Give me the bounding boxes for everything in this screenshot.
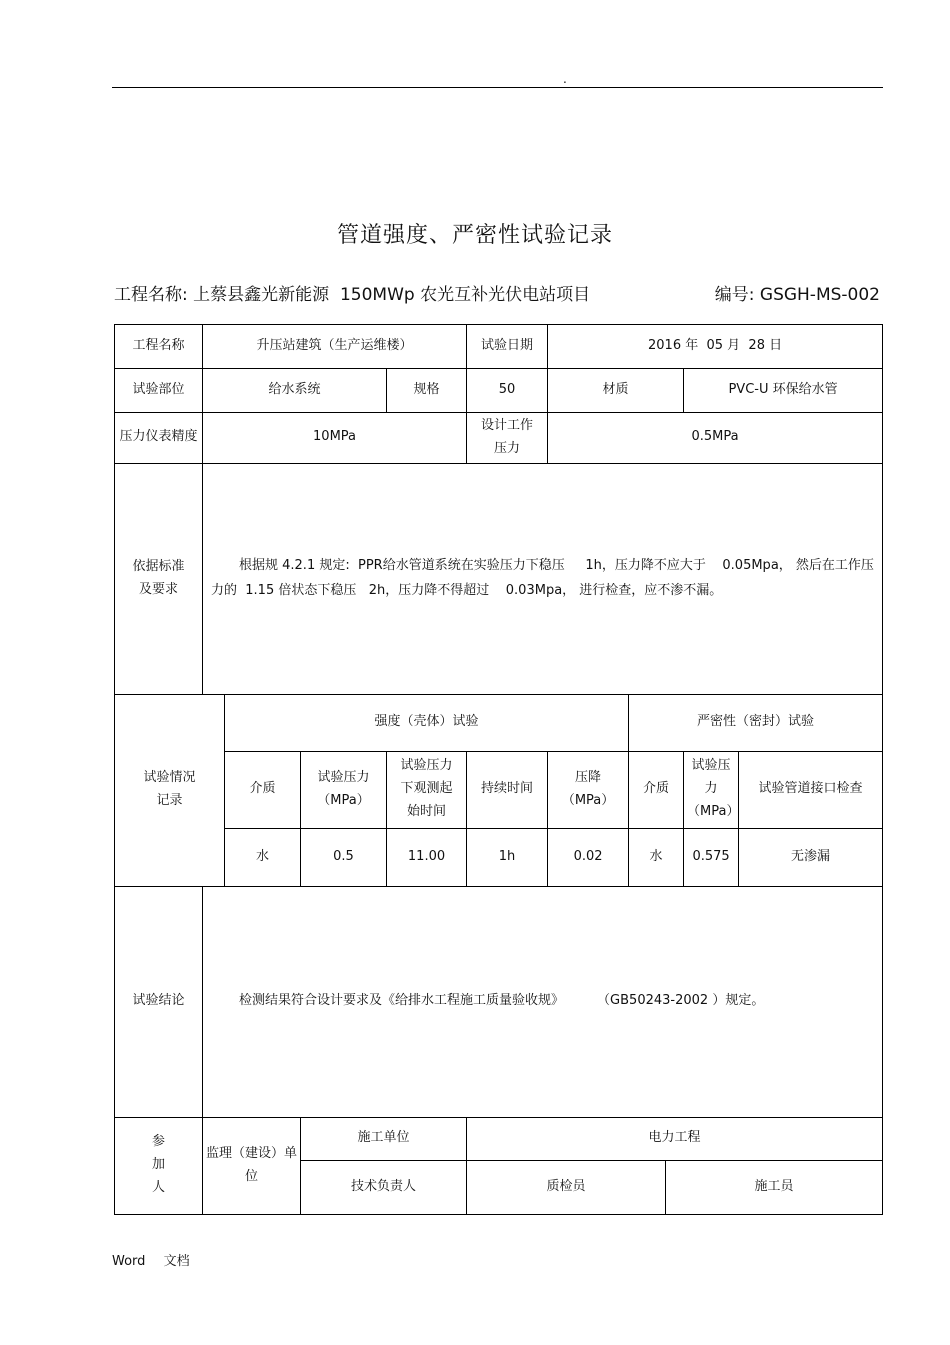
participants-label-3: 人 bbox=[151, 1179, 165, 1195]
conclusion-text: 检测结果符合设计要求及《给排水工程施工质量验收规》 （GB50243-2002 ）规定。 bbox=[239, 993, 765, 1009]
val-pressure-drop: 0.02 bbox=[548, 828, 629, 886]
cell-part-label: 试验部位 bbox=[115, 369, 203, 413]
col-test-pressure-line2: （MPa） bbox=[317, 792, 370, 808]
col-tp-line2: 力 bbox=[704, 781, 718, 797]
val-joint-check: 无渗漏 bbox=[739, 828, 883, 886]
cell-date-value: 2016 年 05 月 28 日 bbox=[548, 325, 883, 369]
col-test-pressure bbox=[301, 751, 387, 828]
cell-tightness-header: 严密性（密封）试验 bbox=[629, 694, 883, 751]
col-start-line3: 始时间 bbox=[407, 803, 447, 819]
header-rule bbox=[112, 87, 883, 88]
footer-word: Word bbox=[112, 1254, 146, 1269]
basis-label-line1: 依据标准 bbox=[132, 558, 185, 574]
participants-label-1: 参 bbox=[151, 1134, 165, 1150]
row-conclusion bbox=[115, 886, 883, 1117]
cell-material-value: PVC-U 环保给水管 bbox=[684, 369, 883, 413]
cell-date-label: 试验日期 bbox=[467, 325, 548, 369]
cell-basis-label bbox=[115, 463, 203, 694]
cell-worker: 施工员 bbox=[666, 1160, 883, 1214]
cell-design-value: 0.5MPa bbox=[548, 413, 883, 464]
val-start-time: 11.00 bbox=[387, 828, 467, 886]
page-footer bbox=[112, 1250, 190, 1269]
record-label-line1: 试验情况 bbox=[143, 770, 196, 786]
design-label-line2: 压力 bbox=[494, 440, 521, 456]
cell-record-label bbox=[115, 694, 225, 886]
row-project bbox=[115, 325, 883, 369]
row-record-header bbox=[115, 694, 883, 751]
col-drop-line1: 压降 bbox=[575, 769, 602, 785]
cell-strength-header: 强度（壳体）试验 bbox=[225, 694, 629, 751]
cell-gauge-label: 压力仪表精度 bbox=[115, 413, 203, 464]
col-start-line2: 下观测起 bbox=[400, 781, 453, 797]
col-drop-line2: （MPa） bbox=[561, 792, 615, 808]
cell-spec-value: 50 bbox=[467, 369, 548, 413]
footer-doc: 文档 bbox=[163, 1254, 190, 1269]
row-record-values bbox=[115, 828, 883, 886]
cell-part-value: 给水系统 bbox=[203, 369, 387, 413]
document-code bbox=[715, 280, 880, 305]
cell-material-label: 材质 bbox=[548, 369, 684, 413]
col-tight-pressure bbox=[684, 751, 739, 828]
col-start-time bbox=[387, 751, 467, 828]
test-record-table bbox=[114, 324, 883, 1215]
cell-project-value: 升压站建筑（生产运维楼） bbox=[203, 325, 467, 369]
cell-supervision-unit: 监理（建设）单位 bbox=[203, 1117, 301, 1214]
col-duration: 持续时间 bbox=[467, 751, 548, 828]
val-medium: 水 bbox=[225, 828, 301, 886]
col-pressure-drop bbox=[548, 751, 629, 828]
cell-spec-label: 规格 bbox=[387, 369, 467, 413]
basis-label-line2: 及要求 bbox=[138, 581, 178, 597]
col-medium: 介质 bbox=[225, 751, 301, 828]
cell-conclusion-label: 试验结论 bbox=[115, 886, 203, 1117]
cell-conclusion-text bbox=[203, 886, 883, 1117]
cell-unit-name: 电力工程 bbox=[467, 1117, 883, 1160]
project-line bbox=[114, 280, 590, 305]
row-record-columns bbox=[115, 751, 883, 828]
col-test-pressure-line1: 试验压力 bbox=[317, 769, 370, 785]
page-title: 管道强度、严密性试验记录 bbox=[336, 223, 613, 248]
cell-tech-lead: 技术负责人 bbox=[301, 1160, 467, 1214]
col-medium-2: 介质 bbox=[629, 751, 684, 828]
col-start-line1: 试验压力 bbox=[400, 758, 453, 774]
row-basis bbox=[115, 463, 883, 694]
basis-text: 根据规 4.2.1 规定: PPR给水管道系统在实验压力下稳压 1h，压力降不应大于 0.05Mpa， 然后在工作压力的 1.15 倍状态下稳压 2h，压力降不得超过 0.03Mpa， 进行检查，应不渗不漏。 bbox=[211, 558, 874, 598]
project-label: 工程名称: bbox=[114, 285, 188, 305]
design-label-line1: 设计工作 bbox=[481, 418, 534, 433]
val-tight-pressure: 0.575 bbox=[684, 828, 739, 886]
code-value: GSGH-MS-002 bbox=[759, 285, 880, 305]
cell-participants-label bbox=[115, 1117, 203, 1214]
col-tp-line3: （MPa） bbox=[687, 803, 740, 819]
col-tp-line1: 试验压 bbox=[691, 758, 731, 774]
row-part bbox=[115, 369, 883, 413]
cell-design-label bbox=[467, 413, 548, 464]
row-gauge bbox=[115, 413, 883, 464]
cell-gauge-value: 10MPa bbox=[203, 413, 467, 464]
cell-project-label: 工程名称 bbox=[115, 325, 203, 369]
cell-inspector: 质检员 bbox=[467, 1160, 666, 1214]
val-medium-2: 水 bbox=[629, 828, 684, 886]
header-dot: . bbox=[563, 72, 567, 86]
val-duration: 1h bbox=[467, 828, 548, 886]
val-test-pressure: 0.5 bbox=[301, 828, 387, 886]
col-joint-check: 试验管道接口检查 bbox=[739, 751, 883, 828]
project-name: 上蔡县鑫光新能源 150MWp 农光互补光伏电站项目 bbox=[193, 285, 591, 305]
participants-label-2: 加 bbox=[151, 1157, 165, 1173]
row-participants-1 bbox=[115, 1117, 883, 1160]
cell-basis-text bbox=[203, 463, 883, 694]
code-label: 编号: bbox=[714, 285, 755, 305]
record-label-line2: 记录 bbox=[156, 793, 183, 808]
cell-construction-unit: 施工单位 bbox=[301, 1117, 467, 1160]
